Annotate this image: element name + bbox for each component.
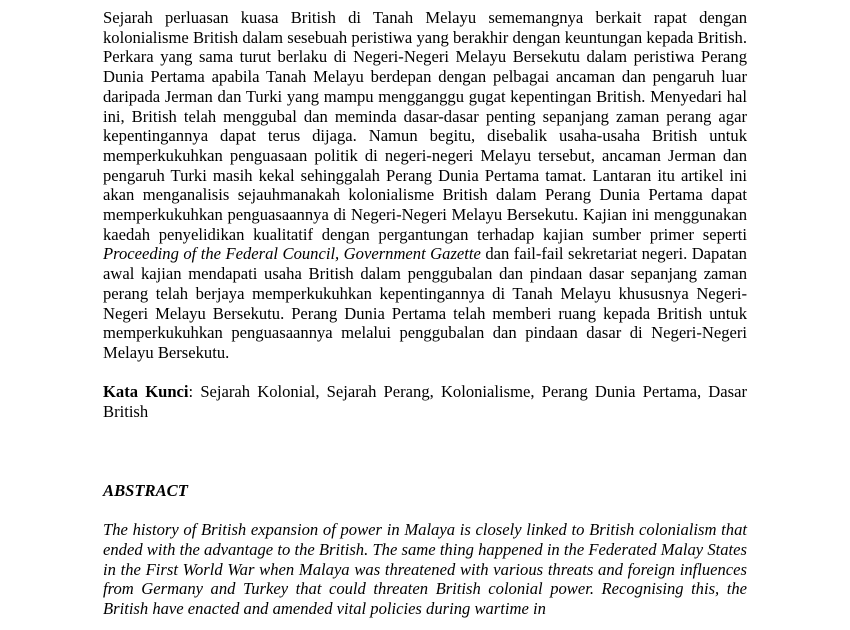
abstrak-paragraph <box>103 8 747 363</box>
paper-page <box>103 8 747 619</box>
abstract-paragraph: The history of British expansion of power in Malaya is closely linked to British colonialism that ended with the advantage to the British. The same thing happened in the Federated Malay States in the First World War when Malaya was threatened with various threats and foreign influences from Germany and Turkey that could threaten British colonial power. Recognising this, the British have enacted and amended vital policies during wartime in <box>103 520 747 618</box>
abstrak-text-part1: Sejarah perluasan kuasa British di Tanah Melayu sememangnya berkait rapat dengan kolonialisme British dalam sesebuah peristiwa yang berakhir dengan keuntungan kepada British. Perkara yang sama turut berlaku di Negeri-Negeri Melayu Bersekutu dalam peristiwa Perang Dunia Pertama apabila Tanah Melayu berdepan dengan pelbagai ancaman dan pengaruh luar daripada Jerman dan Turki yang mampu mengganggu gugat kepentingan British. Menyedari hal ini, British telah menggubal dan meminda dasar-dasar penting sepanjang zaman perang agar kepentingannya dapat terus dijaga. Namun begitu, disebalik usaha-usaha British untuk memperkukuhkan penguasaan politik di negeri-negeri Melayu tersebut, ancaman Jerman dan pengaruh Turki masih kekal sehinggalah Perang Dunia Pertama tamat. Lantaran itu artikel ini akan menganalisis sejauhmanakah kolonialisme British dalam Perang Dunia Pertama dapat memperkukuhkan penguasaannya di Negeri-Negeri Melayu Bersekutu. Kajian ini menggunakan kaedah penyelidikan kualitatif dengan pergantungan terhadap kajian sumber primer seperti <box>103 8 747 244</box>
keywords-label: Kata Kunci <box>103 382 189 402</box>
abstract-heading: ABSTRACT <box>103 480 188 500</box>
abstrak-text-part2: dan fail-fail sekretariat negeri. Dapatan awal kajian mendapati usaha British dalam penggubalan dan pindaan dasar sepanjang zaman perang telah berjaya memperkukuhkan kepentingannya di Tanah Melayu khususnya Negeri-Negeri Melayu Bersekutu. Perang Dunia Pertama telah memberi ruang kepada British untuk memperkukuhkan penguasaannya melalui penggubalan dan pindaan dasar di Negeri-Negeri Melayu Bersekutu. <box>103 244 747 362</box>
keywords-list: : Sejarah Kolonial, Sejarah Perang, Kolonialisme, Perang Dunia Pertama, Dasar British <box>103 382 748 422</box>
keywords-line <box>103 382 747 421</box>
abstrak-primary-sources: Proceeding of the Federal Council, Government Gazette <box>103 244 481 264</box>
